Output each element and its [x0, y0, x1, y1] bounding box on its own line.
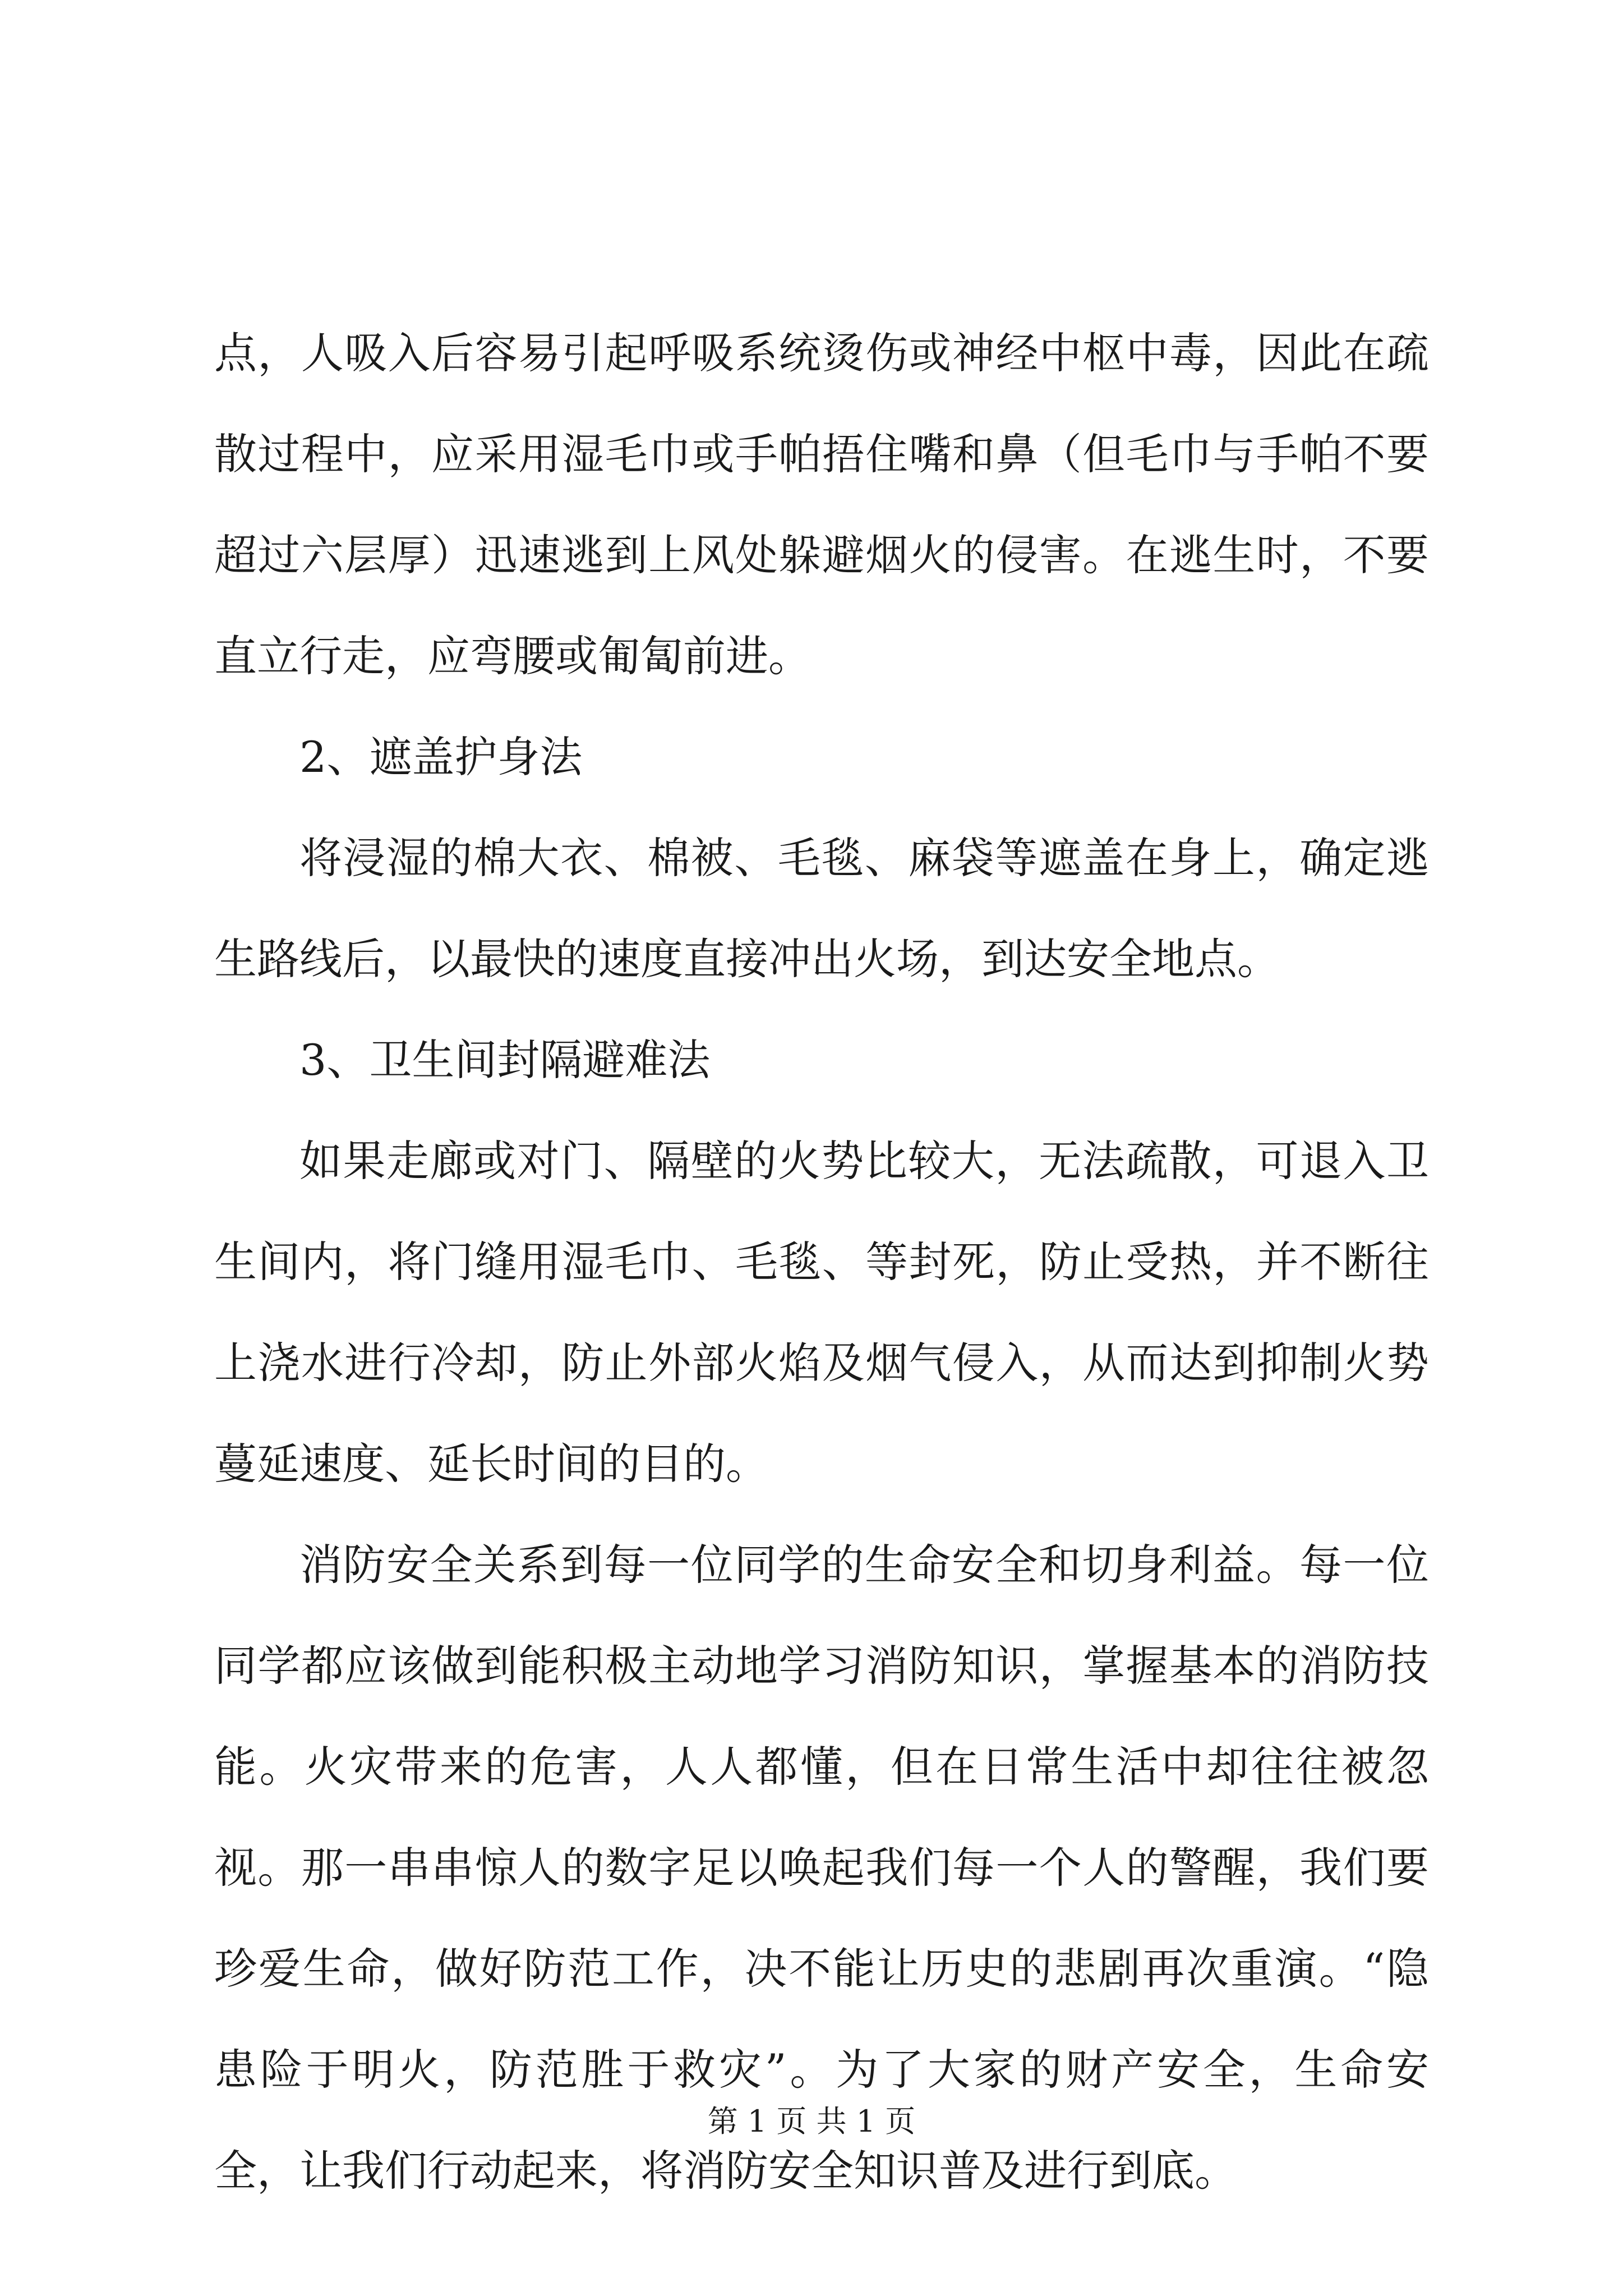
paragraph-conclusion: 消防安全关系到每一位同学的生命安全和切身利益。每一位同学都应该做到能积极主动地学习消防知识，掌握基本的消防技能。火灾带来的危害，人人都懂，但在日常生活中却往往被忽视。那一串串惊人的数字足以唤起我们每一个人的警醒，我们要珍爱生命，做好防范工作，决不能让历史的悲剧再次重演。“隐患险于明火，防范胜于救灾”。为了大家的财产安全，生命安全，让我们行动起来，将消防安全知识普及进行到底。	[214, 1540, 1429, 2196]
paragraph-cover-protection: 将浸湿的棉大衣、棉被、毛毯、麻袋等遮盖在身上，确定逃生路线后，以最快的速度直接冲出火场，到达安全地点。	[214, 833, 1429, 984]
paragraph-bathroom-refuge: 如果走廊或对门、隔壁的火势比较大，无法疏散，可退入卫生间内，将门缝用湿毛巾、毛毯、等封死，防止受热，并不断往上浇水进行冷却，防止外部火焰及烟气侵入，从而达到抑制火势蔓延速度、延长时间的目的。	[214, 1136, 1429, 1489]
paragraph-continuation: 点，人吸入后容易引起呼吸系统烫伤或神经中枢中毒，因此在疏散过程中，应采用湿毛巾或手帕捂住嘴和鼻（但毛巾与手帕不要超过六层厚）迅速逃到上风处躲避烟火的侵害。在逃生时，不要直立行走，应弯腰或匍匐前进。	[214, 328, 1429, 681]
page-footer	[0, 2099, 1623, 2144]
document-body	[214, 303, 1429, 2221]
heading-cover-protection: 2、遮盖护身法	[299, 732, 583, 782]
page-number: 第 1 页 共 1 页	[707, 2104, 916, 2139]
heading-bathroom-refuge: 3、卫生间封隔避难法	[299, 1035, 711, 1085]
